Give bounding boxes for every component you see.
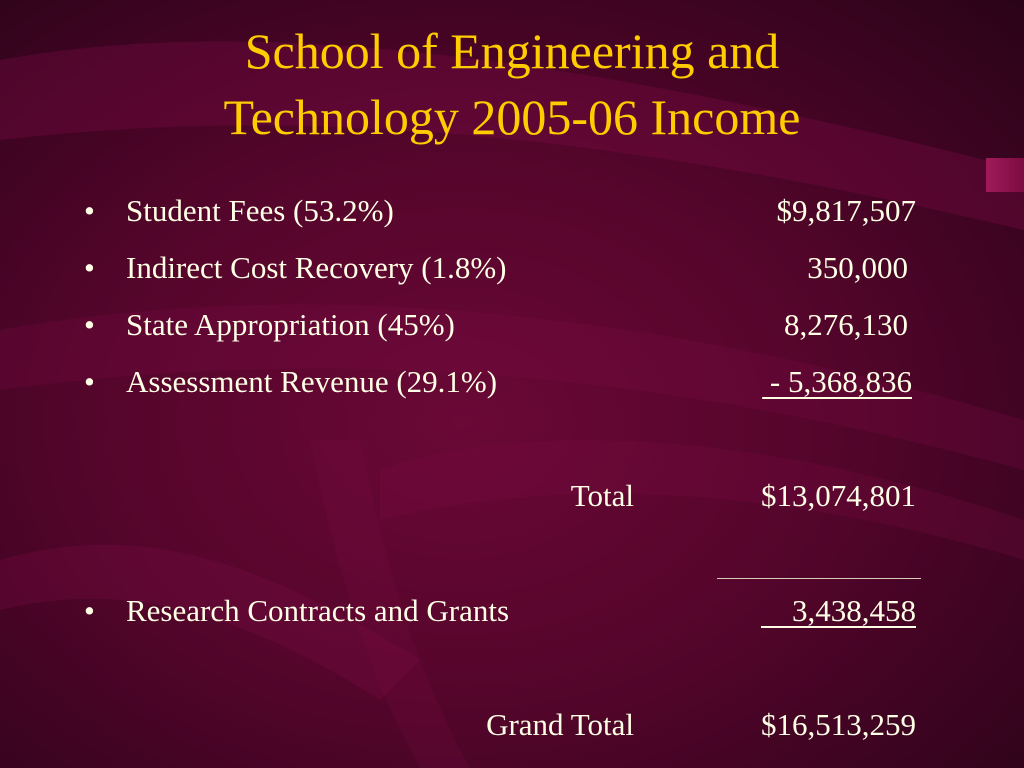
item-amount: 8,276,130 <box>784 307 908 342</box>
title-line-2: Technology 2005-06 Income <box>223 89 801 145</box>
item-amount: 350,000 <box>807 250 908 285</box>
grand-total-row <box>0 703 1024 747</box>
item-amount: $9,817,507 <box>776 193 916 228</box>
bullet-icon: • <box>84 364 95 399</box>
income-item-student-fees <box>0 189 1024 233</box>
bullet-icon: • <box>84 307 95 342</box>
bullet-icon: • <box>84 593 95 628</box>
item-label: Assessment Revenue (29.1%) <box>126 364 498 399</box>
income-item-state-appropriation <box>0 303 1024 347</box>
bullet-icon: • <box>84 193 95 228</box>
item-amount: - 5,368,836 <box>762 364 912 399</box>
total-amount: $13,074,801 <box>761 478 916 513</box>
income-item-research-contracts <box>0 589 1024 633</box>
income-item-indirect-cost-recovery <box>0 246 1024 290</box>
item-label: State Appropriation (45%) <box>126 307 455 342</box>
item-label: Research Contracts and Grants <box>126 593 510 628</box>
grand-total-label: Grand Total <box>486 707 634 742</box>
income-item-assessment-revenue <box>0 360 1024 404</box>
item-label: Student Fees (53.2%) <box>126 193 394 228</box>
item-label: Indirect Cost Recovery (1.8%) <box>126 250 507 285</box>
total-row <box>0 474 1024 518</box>
bullet-icon: • <box>84 250 95 285</box>
total-divider <box>717 578 921 579</box>
slide-title <box>60 18 964 150</box>
title-line-1: School of Engineering and <box>244 23 780 79</box>
item-amount: 3,438,458 <box>761 593 916 628</box>
grand-total-amount: $16,513,259 <box>761 707 916 742</box>
total-label: Total <box>570 478 634 513</box>
